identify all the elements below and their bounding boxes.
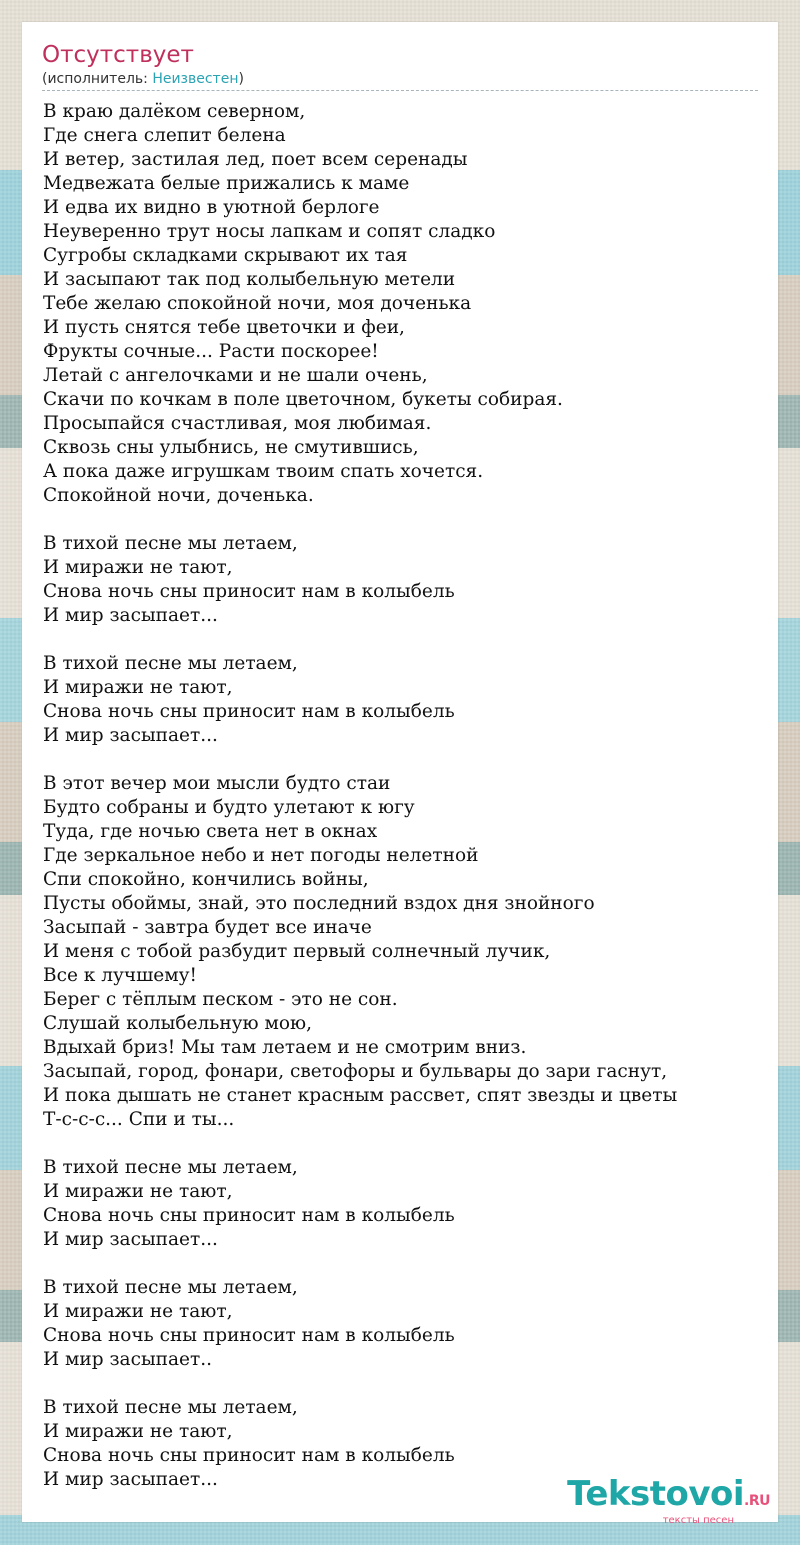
lyric-line: Спи спокойно, кончились войны, bbox=[43, 869, 369, 890]
lyric-line: И мир засыпает.. bbox=[43, 1349, 212, 1370]
lyric-line: Просыпайся счастливая, моя любимая. bbox=[43, 413, 432, 434]
lyric-line: Все к лучшему! bbox=[43, 965, 197, 986]
lyric-line: Сквозь сны улыбнись, не смутившись, bbox=[43, 437, 419, 458]
lyric-line: В тихой песне мы летаем, bbox=[43, 1157, 298, 1178]
lyric-line: Пусты обоймы, знай, это последний вздох дня знойного bbox=[43, 893, 595, 914]
lyric-line: И мир засыпает... bbox=[43, 605, 218, 626]
lyric-line: И миражи не тают, bbox=[43, 557, 233, 578]
lyric-line: И едва их видно в уютной берлоге bbox=[43, 197, 380, 218]
performer-suffix: ) bbox=[238, 71, 244, 87]
logo-tagline: тексты песен bbox=[662, 1515, 734, 1526]
lyric-line: Медвежата белые прижались к маме bbox=[43, 173, 410, 194]
stanza-break bbox=[43, 508, 763, 532]
song-header bbox=[42, 40, 758, 91]
lyric-line: И пока дышать не станет красным рассвет, спят звезды и цветы bbox=[43, 1085, 678, 1106]
lyric-line: Тебе желаю спокойной ночи, моя доченька bbox=[43, 293, 472, 314]
lyric-line: И меня с тобой разбудит первый солнечный лучик, bbox=[43, 941, 551, 962]
lyric-line: И миражи не тают, bbox=[43, 1181, 233, 1202]
lyric-line: Фрукты сочные... Расти поскорее! bbox=[43, 341, 379, 362]
lyric-line: Снова ночь сны приносит нам в колыбель bbox=[43, 701, 455, 722]
lyric-line: И засыпают так под колыбельную метели bbox=[43, 269, 456, 290]
lyric-line: Скачи по кочкам в поле цветочном, букеты собирая. bbox=[43, 389, 563, 410]
lyric-line: В тихой песне мы летаем, bbox=[43, 653, 298, 674]
lyric-line: В тихой песне мы летаем, bbox=[43, 533, 298, 554]
lyric-line: И миражи не тают, bbox=[43, 1301, 233, 1322]
lyric-line: Снова ночь сны приносит нам в колыбель bbox=[43, 1445, 455, 1466]
performer-line bbox=[42, 70, 758, 88]
lyric-line: Засыпай - завтра будет все иначе bbox=[43, 917, 372, 938]
stanza-break bbox=[43, 628, 763, 652]
performer-link[interactable]: Неизвестен bbox=[152, 71, 239, 87]
lyric-line: В тихой песне мы летаем, bbox=[43, 1277, 298, 1298]
lyric-line: Снова ночь сны приносит нам в колыбель bbox=[43, 581, 455, 602]
stanza-break bbox=[43, 1252, 763, 1276]
lyric-line: В краю далёком северном, bbox=[43, 101, 306, 122]
lyric-line: Сугробы складками скрывают их тая bbox=[43, 245, 408, 266]
lyric-line: И миражи не тают, bbox=[43, 677, 233, 698]
lyrics-text bbox=[43, 100, 763, 1492]
lyric-line: И мир засыпает... bbox=[43, 1469, 218, 1490]
logo-tld: .RU bbox=[744, 1493, 770, 1509]
lyric-line: А пока даже игрушкам твоим спать хочется. bbox=[43, 461, 484, 482]
lyric-line: И пусть снятся тебе цветочки и феи, bbox=[43, 317, 405, 338]
lyric-line: Спокойной ночи, доченька. bbox=[43, 485, 314, 506]
stanza-break bbox=[43, 748, 763, 772]
lyric-line: И ветер, застилая лед, поет всем серенады bbox=[43, 149, 468, 170]
lyric-line: Засыпай, город, фонари, светофоры и бульвары до зари гаснут, bbox=[43, 1061, 668, 1082]
site-logo[interactable] bbox=[567, 1476, 770, 1526]
lyric-line: Т-с-с-с... Спи и ты... bbox=[43, 1109, 235, 1130]
lyric-line: Берег с тёплым песком - это не сон. bbox=[43, 989, 398, 1010]
lyric-line: В этот вечер мои мысли будто стаи bbox=[43, 773, 391, 794]
stanza-break bbox=[43, 1372, 763, 1396]
performer-prefix: (исполнитель: bbox=[42, 71, 153, 87]
lyric-line: Где зеркальное небо и нет погоды нелетной bbox=[43, 845, 479, 866]
logo-name: Tekstovoi bbox=[567, 1474, 745, 1514]
song-title: Отсутствует bbox=[42, 42, 194, 68]
lyrics-card bbox=[22, 22, 778, 1526]
lyric-line: Слушай колыбельную мою, bbox=[43, 1013, 313, 1034]
lyric-line: В тихой песне мы летаем, bbox=[43, 1397, 298, 1418]
lyric-line: Снова ночь сны приносит нам в колыбель bbox=[43, 1205, 455, 1226]
lyric-line: И миражи не тают, bbox=[43, 1421, 233, 1442]
lyric-line: Будто собраны и будто улетают к югу bbox=[43, 797, 415, 818]
lyric-line: И мир засыпает... bbox=[43, 725, 218, 746]
lyric-line: Летай с ангелочками и не шали очень, bbox=[43, 365, 428, 386]
lyric-line: Где снега слепит белена bbox=[43, 125, 286, 146]
lyric-line: Неуверенно трут носы лапкам и сопят сладко bbox=[43, 221, 496, 242]
stanza-break bbox=[43, 1132, 763, 1156]
lyric-line: И мир засыпает... bbox=[43, 1229, 218, 1250]
lyric-line: Снова ночь сны приносит нам в колыбель bbox=[43, 1325, 455, 1346]
lyric-line: Вдыхай бриз! Мы там летаем и не смотрим вниз. bbox=[43, 1037, 527, 1058]
lyric-line: Туда, где ночью света нет в окнах bbox=[43, 821, 378, 842]
